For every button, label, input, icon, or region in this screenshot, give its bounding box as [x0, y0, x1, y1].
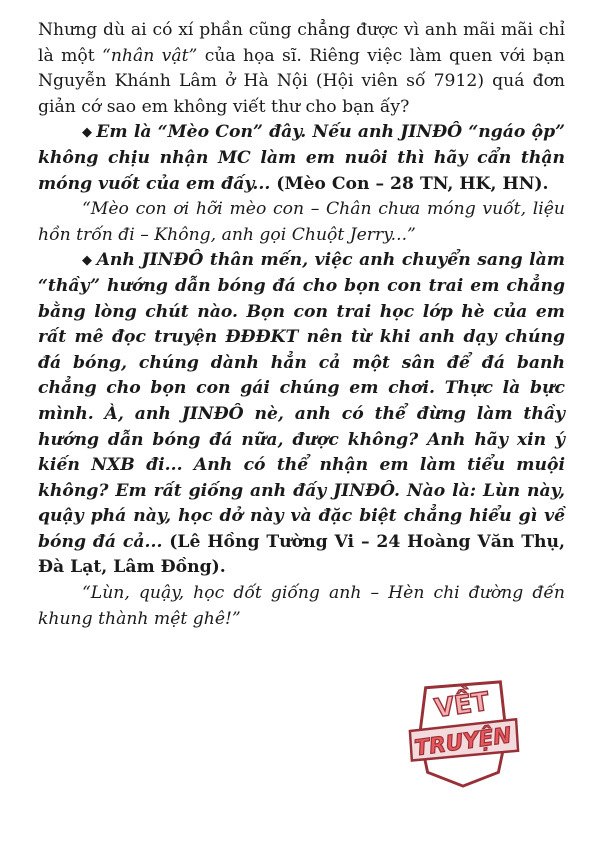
diamond-bullet-icon: ◆ — [82, 125, 93, 141]
reply-text: “Lùn, quậy, học dốt giống anh – Hèn chi đường đến khung thành mệt ghê!” — [38, 583, 565, 629]
watermark-logo — [404, 674, 522, 792]
intro-rest: của họa sĩ. Riêng việc làm quen với bạn Nguyễn Khánh Lâm ở Hà Nội (Hội viên số 7912) quá đơn giản cớ sao em không viết thư cho bạn ấy? — [38, 45, 565, 117]
letter-text: Em là “Mèo Con” đây. Nếu anh JINĐÔ “ngáo ộp” không chịu nhận MC làm em nuôi thì hãy cẩn thận móng vuốt của em đấy... — [38, 122, 566, 194]
letter-signature: (Lê Hồng Tường Vi – 24 Hoàng Văn Thụ, Đà Lạt, Lâm Đồng). — [38, 531, 566, 578]
watermark-line1: VỀT — [432, 686, 492, 725]
diamond-bullet-icon: ◆ — [82, 253, 93, 269]
reply-tuong-vi — [38, 581, 565, 632]
letter-tuong-vi — [38, 248, 565, 581]
intro-text: Nhưng dù ai có xí phần cũng chẳng được vì anh mãi mãi chỉ là một — [38, 20, 565, 66]
letter-text: Anh JINĐÔ thân mến, việc anh chuyển sang làm “thầy” hướng dẫn bóng đá cho bọn con trai em chẳng bằng lòng chút nào. Bọn con trai học lớp hè của em rất mê đọc truyện ĐĐĐKT nên từ khi anh dạy chúng đá bóng, chúng dành hẳn cả một sân để đá banh chẳng cho bọn con gái chúng em chơi. Thực là bực mình. À, anh JINĐÔ nè, anh có thể đừng làm thầy hướng dẫn bóng đá nữa, được không? Anh hãy xin ý kiến NXB đi... Anh có thể nhận em làm tiểu muội không? Em rất giống anh đấy JINĐÔ. Nào là: Lùn này, quậy phá này, học dở này và đặc biệt chẳng hiểu gì về bóng đá cả... — [38, 250, 565, 552]
letter-meo-con — [38, 120, 565, 197]
paragraph-intro — [38, 18, 565, 120]
reply-text: “Mèo con ơi hỡi mèo con – Chân chưa móng vuốt, liệu hồn trốn đi – Không, anh gọi Chuột Jerry...” — [38, 199, 565, 245]
intro-quote: “nhân vật” — [102, 45, 198, 66]
reply-meo-con — [38, 197, 565, 248]
letter-signature: (Mèo Con – 28 TN, HK, HN). — [270, 173, 549, 194]
page-text — [38, 18, 565, 632]
watermark-line2: TRUYỆN — [413, 723, 514, 762]
